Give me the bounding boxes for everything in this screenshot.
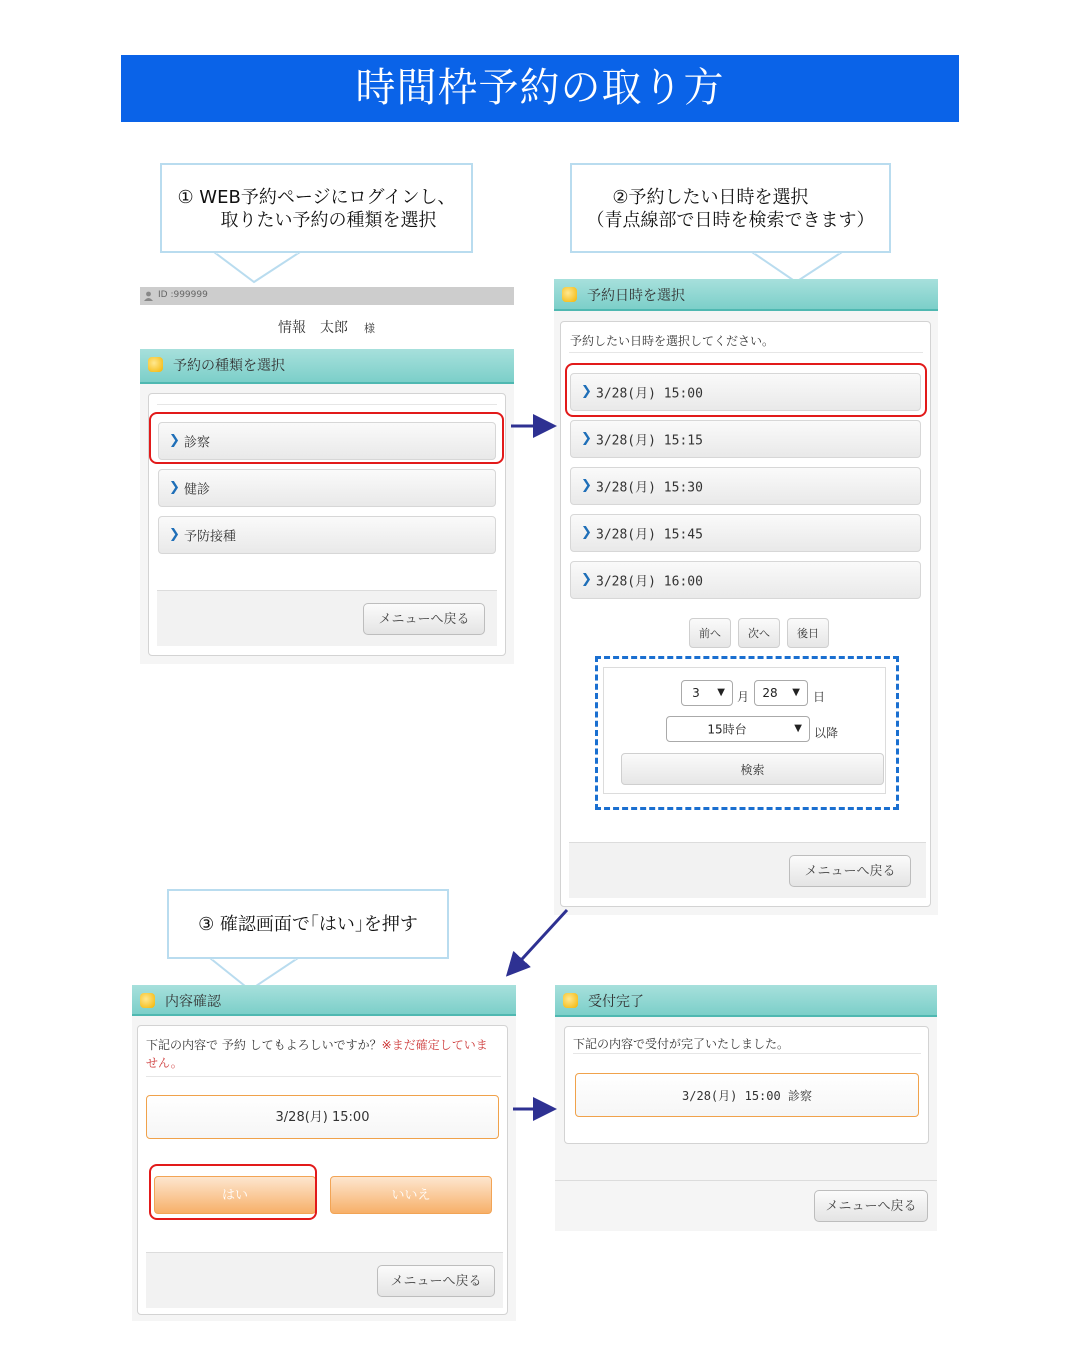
question-text: 下記の内容で 予約 してもよろしいですか？ <box>146 1038 382 1052</box>
slot-label: 3/28(月) 15:30 <box>596 480 703 496</box>
callout-step1-line1: ① WEB予約ページにログインし、 <box>177 187 456 208</box>
chevron-right-icon: ❯ <box>581 571 592 587</box>
option-label: 診察 <box>184 435 211 451</box>
callout-step1-line2: 取りたい予約の種類を選択 <box>220 210 437 231</box>
chevron-right-icon: ❯ <box>581 383 592 399</box>
panel-header <box>555 985 937 1017</box>
later-button[interactable]: 後日 <box>787 618 829 648</box>
prev-button[interactable]: 前へ <box>689 618 731 648</box>
panel-header <box>140 349 514 384</box>
confirm-question <box>146 1036 501 1072</box>
chevron-right-icon: ❯ <box>581 524 592 540</box>
highlight-box <box>565 363 927 417</box>
chevron-down-icon: ▼ <box>792 686 800 698</box>
search-button[interactable]: 検索 <box>621 753 884 785</box>
booking-result: 3/28(月) 15:00 診察 <box>575 1073 919 1117</box>
no-button[interactable]: いいえ <box>330 1176 492 1214</box>
box-icon <box>140 993 155 1008</box>
panel-header <box>132 985 516 1016</box>
search-highlight-box <box>595 656 899 810</box>
chevron-down-icon: ▼ <box>794 722 802 734</box>
screen-confirmation <box>132 985 516 1321</box>
next-button[interactable]: 次へ <box>738 618 780 648</box>
user-id: ID :999999 <box>158 290 208 300</box>
panel-body <box>564 1026 929 1144</box>
slot-1600-button[interactable] <box>570 561 921 599</box>
arrow-down-left-icon <box>512 910 567 970</box>
highlight-box <box>149 412 504 464</box>
chevron-right-icon: ❯ <box>169 526 180 542</box>
panel-title: 予約日時を選択 <box>587 288 685 304</box>
selected-datetime: 3/28(月) 15:00 <box>146 1095 499 1139</box>
callout-step2-line2: （青点線部で日時を検索できます） <box>586 210 875 231</box>
option-label: 健診 <box>184 482 211 498</box>
page-title: 時間枠予約の取り方 <box>121 55 959 122</box>
option-kenshin-button[interactable] <box>158 469 496 507</box>
user-name-row <box>140 305 514 349</box>
divider <box>569 352 923 353</box>
user-icon <box>144 291 153 301</box>
slot-label: 3/28(月) 15:45 <box>596 527 703 543</box>
callout-step3 <box>167 889 449 959</box>
slot-1515-button[interactable] <box>570 420 921 458</box>
highlight-box <box>149 1164 317 1220</box>
user-name: 情報 太郎 <box>278 320 348 336</box>
chevron-right-icon: ❯ <box>169 479 180 495</box>
id-bar <box>140 287 514 305</box>
divider <box>573 1053 921 1054</box>
chevron-right-icon: ❯ <box>581 430 592 446</box>
warning-text-cont: せん。 <box>146 1056 183 1070</box>
back-to-menu-button[interactable]: メニューへ戻る <box>814 1190 928 1222</box>
divider <box>146 1076 501 1077</box>
footer-bar <box>146 1252 503 1308</box>
screen-complete <box>555 985 937 1231</box>
box-icon <box>563 993 578 1008</box>
callout-step2 <box>570 163 891 253</box>
divider <box>157 404 497 405</box>
panel-title: 受付完了 <box>588 994 644 1010</box>
yes-button[interactable]: はい <box>154 1176 316 1214</box>
divider <box>555 1180 937 1181</box>
screen-type-selection <box>140 287 514 664</box>
callout-step1 <box>160 163 473 253</box>
panel-title: 予約の種類を選択 <box>173 358 285 374</box>
hour-value: 15時台 <box>707 722 747 737</box>
back-to-menu-button[interactable]: メニューへ戻る <box>377 1265 495 1297</box>
chevron-down-icon: ▼ <box>717 686 725 698</box>
warning-text: ※まだ確定していま <box>381 1038 488 1052</box>
month-value: 3 <box>692 686 700 700</box>
chevron-right-icon: ❯ <box>581 477 592 493</box>
panel-header <box>554 279 938 311</box>
option-yobou-button[interactable] <box>158 516 496 554</box>
month-unit: 月 <box>737 690 750 704</box>
slot-1545-button[interactable] <box>570 514 921 552</box>
honorific: 様 <box>364 322 375 335</box>
day-unit: 日 <box>813 690 826 704</box>
slot-label: 3/28(月) 16:00 <box>596 574 703 590</box>
slot-label: 3/28(月) 15:00 <box>596 386 703 402</box>
back-to-menu-button[interactable]: メニューへ戻る <box>789 855 911 887</box>
callout-step2-line1: ②予約したい日時を選択 <box>612 187 809 208</box>
chevron-right-icon: ❯ <box>169 432 180 448</box>
complete-message: 下記の内容で受付が完了いたしました。 <box>573 1037 790 1051</box>
option-label: 予防接種 <box>184 529 237 545</box>
footer-bar <box>569 842 926 898</box>
back-to-menu-button[interactable]: メニューへ戻る <box>363 603 485 635</box>
screen-datetime-selection <box>554 279 938 915</box>
slot-label: 3/28(月) 15:15 <box>596 433 703 449</box>
hour-suffix: 以降 <box>814 726 839 740</box>
instruction-text: 予約したい日時を選択してください。 <box>570 334 775 348</box>
box-icon <box>148 357 163 372</box>
day-value: 28 <box>762 686 778 700</box>
callout-step3-text: ③ 確認画面で｢はい｣を押す <box>198 914 418 935</box>
panel-title: 内容確認 <box>165 994 221 1010</box>
footer-bar <box>157 590 497 646</box>
slot-1530-button[interactable] <box>570 467 921 505</box>
box-icon <box>562 287 577 302</box>
